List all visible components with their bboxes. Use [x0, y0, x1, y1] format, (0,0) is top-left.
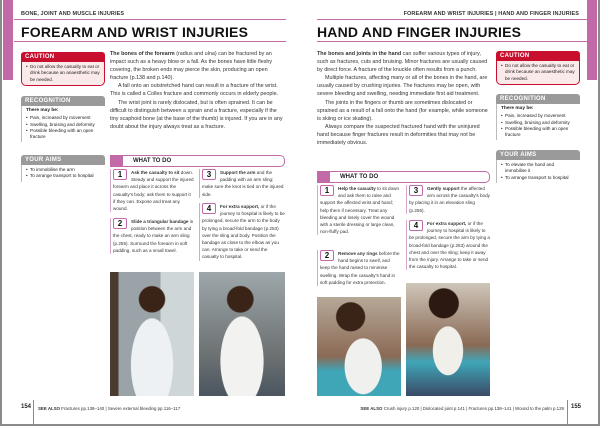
- caution-box: CAUTION • Do not allow the casualty to eat or drink because an anaesthetic may be needed.: [496, 51, 580, 85]
- page-title: HAND AND FINGER INJURIES: [317, 24, 522, 40]
- section-header: BONE, JOINT AND MUSCLE INJURIES: [21, 11, 125, 17]
- section-header: FOREARM AND WRIST INJURIES | HAND AND FINGER INJURIES: [403, 11, 579, 17]
- chapter-tab: [3, 0, 13, 80]
- what-to-do-bar: WHAT TO DO: [110, 155, 285, 167]
- caution-box: CAUTION • Do not allow the casualty to eat or drink because an anaesthetic may be needed.: [21, 52, 105, 86]
- divider: [317, 41, 587, 42]
- step-2-photo: [110, 272, 194, 396]
- see-also: SEE ALSO Crush injury p.120 | Dislocated joint p.141 | Fractures pp.138–141 | Wound to the palm p.129: [360, 406, 564, 411]
- step-4: 4 For extra support, or if the journey to hospital is likely to be prolonged, secure the arm by tying a broad-fold bandage (p.253) around the chest and over the sling; keep it away from the injury. Arrange to take or send the casualty to hospital.: [406, 220, 490, 270]
- aims-box: YOUR AIMS • To immobilise the arm • To arrange transport to hospital: [21, 155, 105, 182]
- step-4-photo: [406, 283, 490, 396]
- step-1: 1 Ask the casualty to sit down. Steady and support the injured forearm and place it across the casualty's body; ask them to support it if they can. Expose and treat any wound.: [110, 169, 194, 212]
- what-to-do-bar: WHAT TO DO: [317, 171, 490, 183]
- page-number: 154: [21, 404, 32, 410]
- divider: [317, 19, 587, 20]
- right-page: [300, 0, 598, 424]
- aims-box: YOUR AIMS • To elevate the hand and immobilise it • To arrange transport to hospital: [496, 150, 580, 183]
- intro-text: The bones of the forearm (radius and ulna) can be fractured by an impact such as a heavy blow or a fall. As the bones have little fleshy covering, the broken ends may pierce the skin, producing an open fracture (p.138 and p.140). A fall onto an outstretched hand can result in a fracture of the wrist. This is called a Colles fracture and commonly occurs in elderly people. The wrist joint is rarely dislocated, but is often sprained. It can be difficult to distinguish between a sprain and a fracture, especially if the tiny scaphoid bone (at the base of the thumb) is injured. If you are in any doubt about the injury always treat as a fracture.: [110, 51, 283, 130]
- chapter-tab: [587, 0, 597, 80]
- intro-text: The bones and joints in the hand can suffer various types of injury, such as fractures, cuts and bruising. Minor fractures are usually caused by direct force. A fracture of the knuckle often results from a punch. Multiple fractures, affecting many or all of the bones in the hand, are usually caused by crushing injuries. The fractures may be open, with severe bleeding and swelling, needing immediate first aid treatment. The joints in the fingers or thumb are sometimes dislocated or sprained as a result of a fall onto the hand (for example, while someone is skiing or ice skating). Always compare the suspected fractured hand with the uninjured hand because finger fractures result in deformities that may not be immediately obvious.: [317, 51, 488, 147]
- divider: [14, 19, 286, 20]
- step-1: 1 Help the casualty to sit down and ask them to raise and support the affected wrist and hand; help them if necessary. Treat any bleeding and losely cover the wound with a sterile dressing or large clean, non-fluffy pad.: [317, 185, 401, 235]
- left-page: [2, 0, 300, 424]
- page-title: FOREARM AND WRIST INJURIES: [21, 24, 249, 40]
- step-3: 3 Gently support the affected arm across the casualty's body by placing it in an elevation sling (p.256).: [406, 185, 490, 214]
- recognition-box: RECOGNITION There may be: • Pain, increased by movement • Swelling, bruising and deformity • Possible bleeding with an open fracture: [496, 94, 580, 140]
- step-3: 3 Support the arm and the padding with an arm sling; make sure the knot is tied on the injured side.: [199, 169, 285, 198]
- divider: [14, 41, 286, 42]
- step-2-photo: [317, 297, 401, 396]
- step-2: 2 Slide a triangular bandage in position between the arm and the chest, ready to make an arm sling (p.255). Surround the forearm in soft padding, such as a small towel.: [110, 218, 194, 254]
- step-4-photo: [199, 272, 285, 396]
- step-4: 4 For extra support, or if the journey to hospital is likely to be prolonged, secure the arm to the body by tying a broad-fold bandage (p.253) over the sling and body. Position the bandage as close to the elbow as you can. Arrange to take or send the casualty to hospital.: [199, 203, 285, 261]
- page-number: 155: [571, 404, 582, 410]
- see-also: SEE ALSO Fractures pp.138–140 | Severe external bleeding pp.116–117: [38, 406, 181, 411]
- step-2: 2 Remove any rings before the hand begins to swell, and keep the hand raised to minimise swelling. Wrap the casualty's hand in soft padding for extra protection.: [317, 250, 401, 286]
- recognition-box: RECOGNITION There may be: • Pain, increased by movement • Swelling, bruising and deformity • Possible bleeding with an open fracture: [21, 96, 105, 142]
